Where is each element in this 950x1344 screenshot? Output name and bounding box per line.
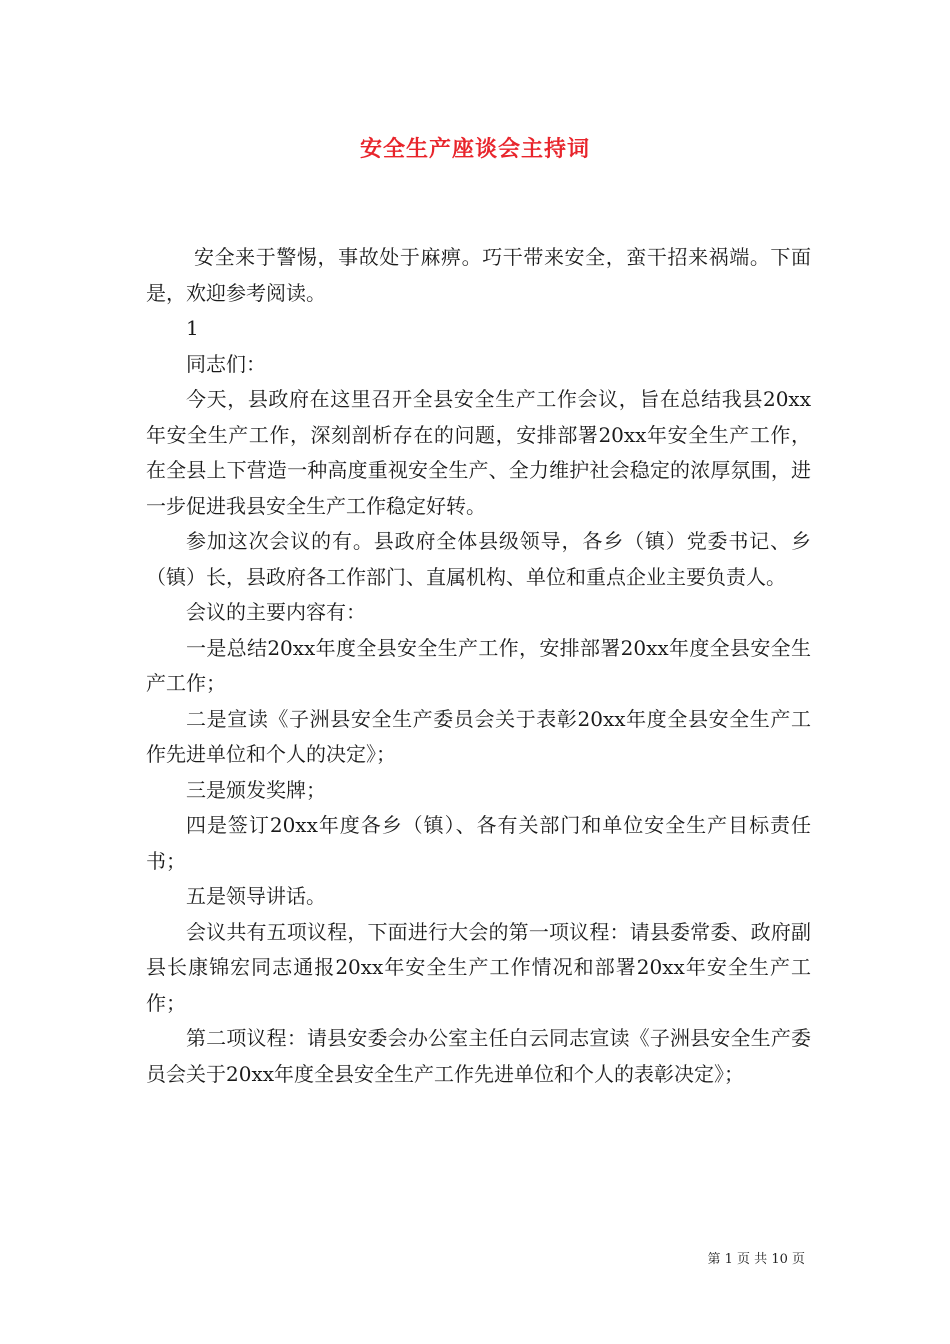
paragraph-section-number: 1 (186, 316, 199, 340)
paragraph-agenda-item-1: 一是总结20xx年度全县安全生产工作，安排部署20xx年度全县安全生产工作； (146, 635, 811, 695)
paragraph-attendees: 参加这次会议的有。县政府全体县级领导，各乡（镇）党委书记、乡（镇）长，县政府各工作部门、直属机构、单位和重点企业主要负责人。 (146, 529, 811, 589)
page-indicator: 第 1 页 共 10 页 (707, 1252, 805, 1267)
document-title: 安全生产座谈会主持词 (359, 137, 590, 162)
paragraph-agenda-item-4: 四是签订20xx年度各乡（镇）、各有关部门和单位安全生产目标责任书； (146, 813, 811, 873)
paragraph-second-item: 第二项议程：请县安委会办公室主任白云同志宣读《子洲县安全生产委员会关于20xx年度全县安全生产工作先进单位和个人的表彰决定》； (146, 1026, 811, 1086)
paragraph-opening: 今天，县政府在这里召开全县安全生产工作会议，旨在总结我县20xx年安全生产工作，深刻剖析存在的问题，安排部署20xx年安全生产工作，在全县上下营造一种高度重视安全生产、全力维护社会稳定的浓厚氛围，进一步促进我县安全生产工作稳定好转。 (146, 387, 811, 518)
paragraph-agenda-item-5: 五是领导讲话。 (186, 884, 326, 908)
document-body (146, 240, 811, 1092)
paragraph-first-item: 会议共有五项议程，下面进行大会的第一项议程：请县委常委、政府副县长康锦宏同志通报20xx年安全生产工作情况和部署20xx年安全生产工作； (146, 919, 811, 1015)
paragraph-agenda-heading: 会议的主要内容有： (186, 600, 366, 624)
paragraph-salutation: 同志们： (186, 351, 266, 376)
paragraph-agenda-item-3: 三是颁发奖牌； (186, 777, 326, 802)
paragraph-intro: 安全来于警惕，事故处于麻痹。巧干带来安全，蛮干招来祸端。下面是，欢迎参考阅读。 (146, 245, 811, 305)
paragraph-agenda-item-2: 二是宣读《子洲县安全生产委员会关于表彰20xx年度全县安全生产工作先进单位和个人的决定》； (146, 706, 811, 766)
